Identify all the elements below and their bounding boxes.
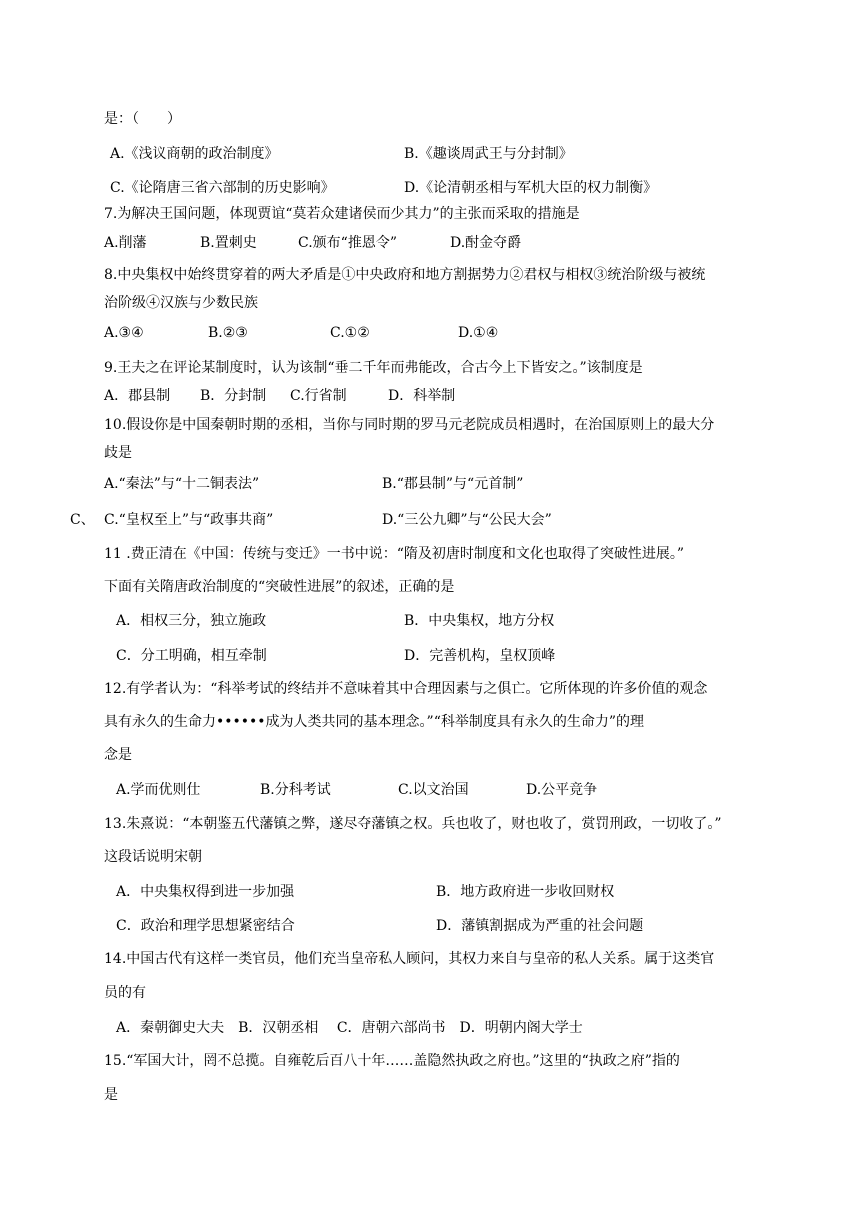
q11-option-b: B．中央集权，地方分权 (404, 613, 555, 629)
question-12-cont2: 念是 (104, 747, 132, 763)
question-8: 8.中央集权中始终贯穿着的两大矛盾是①中央政府和地方割据势力②君权与相权③统治阶级与被统 (104, 267, 706, 283)
question-15-cont: 是 (104, 1087, 118, 1103)
q12-option-a: A.学而优则仕 (116, 782, 201, 798)
q9-option-d: D．科举制 (388, 388, 456, 404)
q9-option-a: A．郡县制 (104, 388, 171, 404)
q13-option-b: B．地方政府进一步收回财权 (436, 884, 615, 900)
q13-option-c: C．政治和理学思想紧密结合 (116, 918, 295, 934)
q7-option-c: C.颁布“推恩令” (298, 235, 397, 251)
q10-option-b: B.“郡县制”与“元首制” (382, 476, 524, 492)
q12-option-b: B.分科考试 (260, 782, 331, 798)
q13-option-d: D．藩镇割据成为严重的社会问题 (436, 918, 644, 934)
question-15: 15.“军国大计，罔不总揽。自雍乾后百八十年……盖隐然执政之府也。”这里的“执政之府”指的 (104, 1053, 680, 1069)
question-13: 13.朱熹说：“本朝鉴五代藩镇之弊，遂尽夺藩镇之权。兵也收了，财也收了，赏罚刑政，一切收了。” (104, 816, 722, 832)
q7-option-b: B.置刺史 (200, 235, 257, 251)
question-9: 9.王夫之在评论某制度时，认为该制“垂二千年而弗能改，合古今上下皆安之。”该制度是 (104, 360, 643, 376)
question-13-cont: 这段话说明宋朝 (104, 849, 202, 865)
q7-option-d: D.酎金夺爵 (450, 235, 522, 251)
q8-option-c: C.①② (330, 325, 370, 341)
q13-option-a: A．中央集权得到进一步加强 (116, 884, 295, 900)
question-10-cont: 歧是 (104, 445, 132, 461)
q12-option-d: D.公平竞争 (526, 782, 598, 798)
q9-option-c: C.行省制 (290, 388, 347, 404)
q11-option-c: C．分工明确，相互牵制 (116, 648, 267, 664)
question-14-cont: 员的有 (104, 985, 146, 1001)
q8-option-d: D.①④ (458, 325, 499, 341)
q12-option-c: C.以文治国 (398, 782, 469, 798)
q11-option-d: D．完善机构，皇权顶峰 (404, 648, 556, 664)
q9-option-b: B．分封制 (200, 388, 267, 404)
q10-option-a: A.“秦法”与“十二铜表法” (104, 476, 260, 492)
question-11: 11 .费正清在《中国：传统与变迁》一书中说：“隋及初唐时制度和文化也取得了突破性进展。” (104, 546, 685, 562)
q8-option-b: B.②③ (208, 325, 248, 341)
question-continuation: 是：（ ） (104, 111, 181, 127)
q7-option-a: A.削藩 (104, 235, 147, 251)
question-7: 7.为解决王国问题，体现贾谊“莫若众建诸侯而少其力”的主张而采取的措施是 (104, 206, 580, 222)
option-b: B.《趣谈周武王与分封制》 (404, 146, 573, 162)
option-a: A.《浅议商朝的政治制度》 (110, 146, 279, 162)
q10-option-d: D.“三公九卿”与“公民大会” (382, 512, 552, 528)
q14-options: A．秦朝御史大夫 B．汉朝丞相 C．唐朝六部尚书 D．明朝内阁大学士 (116, 1020, 583, 1036)
option-d: D.《论清朝丞相与军机大臣的权力制衡》 (404, 180, 658, 196)
question-10: 10.假设你是中国秦朝时期的丞相，当你与同时期的罗马元老院成员相遇时，在治国原则上的最大分 (104, 417, 715, 433)
q10-stray-marker: C、 (70, 512, 95, 528)
question-8-cont: 治阶级④汉族与少数民族 (104, 295, 258, 311)
option-c: C.《论隋唐三省六部制的历史影响》 (110, 180, 335, 196)
q8-option-a: A.③④ (104, 325, 144, 341)
question-14: 14.中国古代有这样一类官员，他们充当皇帝私人顾问，其权力来自与皇帝的私人关系。属于这类官 (104, 951, 715, 967)
question-11-cont: 下面有关隋唐政治制度的“突破性进展”的叙述，正确的是 (104, 579, 455, 595)
q11-option-a: A．相权三分，独立施政 (116, 613, 267, 629)
q10-option-c: C.“皇权至上”与“政事共商” (104, 512, 274, 528)
question-12: 12.有学者认为：“科举考试的终结并不意味着其中合理因素与之俱亡。它所体现的许多价值的观念 (104, 681, 708, 697)
question-12-cont: 具有永久的生命力••••••成为人类共同的基本理念。”“科举制度具有永久的生命力”的理 (104, 714, 645, 730)
